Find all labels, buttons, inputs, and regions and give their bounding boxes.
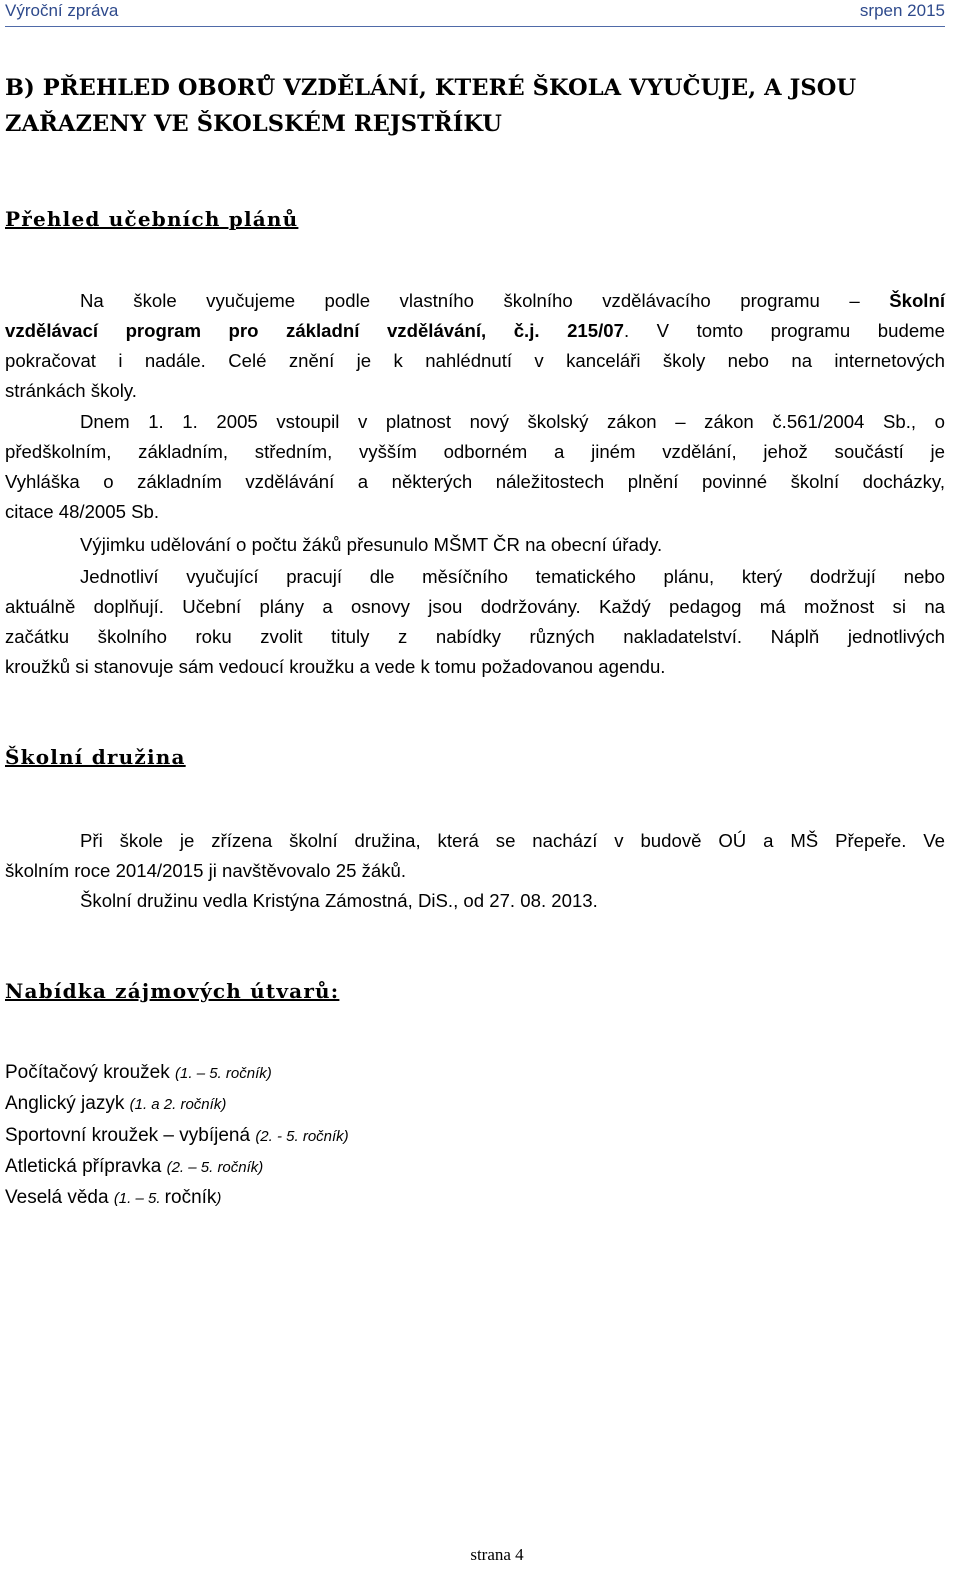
- page-header: [5, 0, 945, 27]
- heading-interest-groups: Nabídka zájmových útvarů:: [5, 979, 340, 1003]
- program-name-2: vzdělávací program pro základní vzdělávání, č.j. 215/07: [5, 320, 624, 341]
- law-line-2: předškolním, základním, středním, vyšším odborném a jiném vzdělání, jehož součástí je: [5, 441, 945, 462]
- exemption-text: Výjimku udělování o počtu žáků přesunulo MŠMT ČR na obecní úřady.: [80, 534, 663, 555]
- page-number: strana 4: [470, 1545, 524, 1564]
- section-title-line-1: B) PŘEHLED OBORŮ VZDĚLÁNÍ, KTERÉ ŠKOLA VYUČUJE, A JSOU: [5, 75, 857, 101]
- section-title-line-2: ZAŘAZENY VE ŠKOLSKÉM REJSTŘÍKU: [5, 111, 502, 137]
- group-grades: (2. – 5. ročník): [166, 1158, 264, 1176]
- group-name: Anglický jazyk: [5, 1093, 130, 1115]
- club-line-1: [5, 826, 945, 856]
- header-date: srpen 2015: [859, 1, 945, 20]
- law-text-1: Dnem 1. 1. 2005 vstoupil v platnost nový školský zákon – zákon č.561/2004 Sb., o: [80, 411, 945, 432]
- paragraph-teaching-plans: [5, 562, 945, 682]
- paragraph-club: [5, 826, 945, 916]
- plans-line-2: aktuálně doplňují. Učební plány a osnovy jsou dodržovány. Každý pedagog má možnost si na: [5, 596, 945, 617]
- group-name: Veselá věda: [5, 1187, 114, 1209]
- law-line-4: citace 48/2005 Sb.: [5, 501, 160, 522]
- group-name: Počítačový kroužek: [5, 1062, 176, 1083]
- club-leader-line: [5, 886, 945, 916]
- list-item: [5, 1183, 605, 1214]
- group-grades: (1. – 5. ročník): [175, 1065, 272, 1082]
- program-line-1: [5, 286, 945, 316]
- program-line-2: [5, 316, 945, 346]
- list-item: [5, 1121, 605, 1152]
- group-name: Atletická přípravka: [5, 1155, 167, 1177]
- plans-line-4: kroužků si stanovuje sám vedoucí kroužku a vede k tomu požadovanou agendu.: [5, 656, 666, 677]
- law-line-3: Vyhláška o základním vzdělávání a některých náležitostech plnění povinné školní docházky,: [5, 471, 945, 492]
- law-line-1: [5, 407, 945, 437]
- header-document-title: Výroční zpráva: [5, 1, 119, 20]
- plans-line-3: začátku školního roku zvolit tituly z nabídky různých nakladatelství. Náplň jednotlivých: [5, 626, 945, 647]
- exemption-line: [5, 530, 945, 560]
- group-name: Sportovní kroužek – vybíjená: [5, 1124, 256, 1146]
- heading-curriculum: Přehled učebních plánů: [5, 207, 299, 231]
- paragraph-exemption: [5, 530, 945, 560]
- section-title: [5, 70, 945, 142]
- group-grades: (1. – 5.: [113, 1190, 165, 1208]
- paragraph-school-law: [5, 407, 945, 527]
- group-grades-tail: ročník: [164, 1187, 217, 1209]
- program-text-1: Na škole vyučujeme podle vlastního školního vzdělávacího programu –: [80, 290, 890, 311]
- heading-after-school-club: Školní družina: [5, 745, 186, 769]
- plans-line-1: [5, 562, 945, 592]
- program-line-3: pokračovat i nadále. Celé znění je k nahlédnutí v kanceláři školy nebo na internetových: [5, 350, 945, 371]
- paragraph-program: [5, 286, 945, 406]
- page-footer: [0, 1545, 960, 1565]
- group-grades: (2. - 5. ročník): [255, 1127, 349, 1145]
- list-item: [5, 1152, 605, 1183]
- plans-text-1: Jednotliví vyučující pracují dle měsíčního tematického plánu, který dodržují nebo: [80, 566, 945, 587]
- program-name-1: Školní: [889, 290, 945, 311]
- interest-group-list: [5, 1058, 605, 1214]
- program-text-2: . V tomto programu budeme: [623, 320, 945, 341]
- program-line-4: stránkách školy.: [5, 380, 137, 401]
- group-grades: (1. a 2. ročník): [129, 1096, 227, 1114]
- group-grades-close: ): [216, 1190, 222, 1208]
- list-item: [5, 1058, 605, 1089]
- club-text-1: Při škole je zřízena školní družina, která se nachází v budově OÚ a MŠ Přepeře. Ve: [80, 830, 945, 851]
- club-leader-text: Školní družinu vedla Kristýna Zámostná, DiS., od 27. 08. 2013.: [80, 890, 598, 911]
- club-line-2: školním roce 2014/2015 ji navštěvovalo 25 žáků.: [5, 860, 407, 881]
- list-item: [5, 1089, 605, 1120]
